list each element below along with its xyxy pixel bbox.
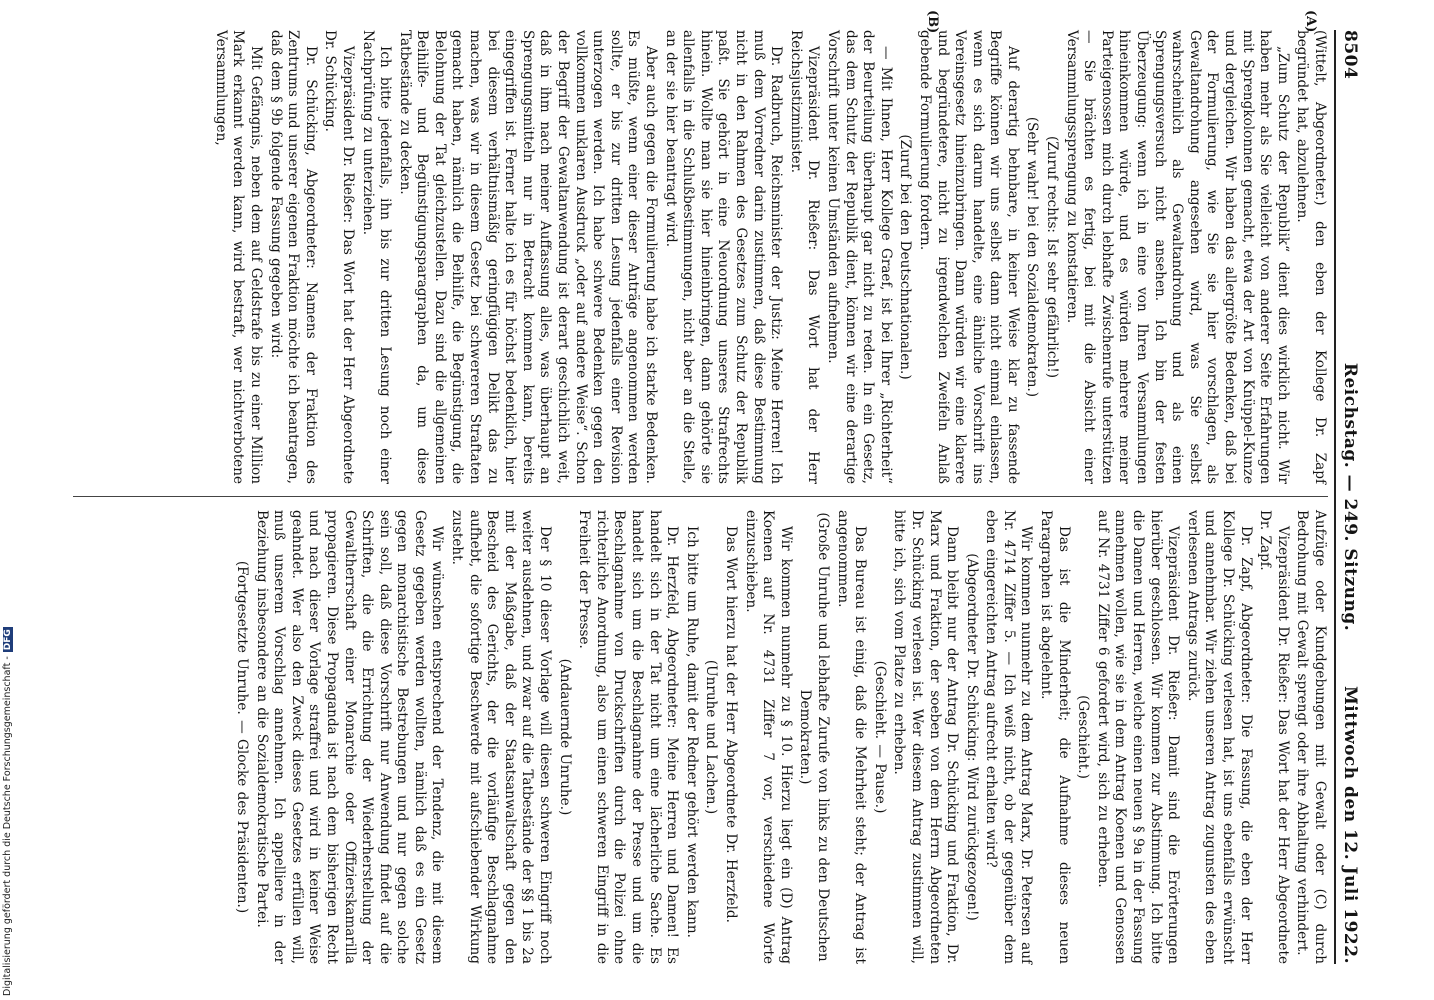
document-page [50, 12, 1370, 982]
interjection: (Abgeordneter Dr. Schücking: Wird zurückgezogen!) [963, 553, 980, 921]
paragraph: Vizepräsident Dr. Rießer: Damit sind die Erörterungen hierüber geschlossen. Wir kommen zur Abstimmung. Ich bitte die Damen und Herren, welche einen neuen § 9a in der Fassung annehmen wollen, wie sie in dem Antrag Koenen und Genossen auf Nr. 4731 Ziffer 6 gefordert wird, sich zu erheben. [1094, 510, 1182, 964]
interjection: (Zuruf bei den Deutschnationalen.) [897, 134, 914, 380]
interjection: (Fortgesetzte Unruhe. — Glocke des Präsidenten.) [233, 560, 250, 914]
paragraph: Mit Gefängnis, neben dem auf Geldstrafe bis zu einer Million Mark erkannt werden kann, wird bestraft, wer nichtverbotene Versammlungen, [212, 30, 264, 484]
paragraph: Dr. Schücking, Abgeordneter: Namens der Fraktion des Zentrums und unserer eigenen Fraktion möchte ich beantragen, daß dem § 9b folgende Fassung gegeben wird: [267, 30, 319, 484]
paragraph: Wir kommen nunmehr zu § 10. Hierzu liegt ein (D) Antrag Koenen auf Nr. 4731 Ziffer 7 vor, verschiedene Worte einzuschieben. [742, 510, 794, 964]
page-date: Mittwoch den 12. Juli 1922. [1340, 685, 1360, 964]
left-column [209, 30, 1328, 484]
speaker-line: Vizepräsident Dr. Rießer: Das Wort hat der Herr Reichsjustizminister. [787, 30, 822, 484]
paragraph: Aufzüge oder Kundgebungen mit Gewalt oder (C) durch Bedrohung mit Gewalt sprengt oder ihre Abhaltung verhindert. [1294, 510, 1328, 964]
paragraph: — Mit Ihnen, Herr Kollege Graef, ist bei Ihrer „Richterheit“ der Beurteilung überhaupt gar nicht zu reden. In ein Gesetz, das dem Schutz der Republik dient, können wir eine derartige Vorschrift unter keinen Umständen aufnehmen. [824, 30, 894, 484]
header-rule [1334, 30, 1336, 964]
paragraph: Wir kommen nunmehr zu dem Antrag Marx, Dr. Petersen auf Nr. 4714 Ziffer 5. — Ich weiß nicht, ob der gegenüber dem eben eingereichten Antrag aufrecht erhalten wird? [983, 510, 1035, 964]
page-title: Reichstag. — 249. Sitzung. [1340, 362, 1360, 632]
speaker-line: Vizepräsident Dr. Rießer: Das Wort hat der Herr Abgeordnete Dr. Zapf. [1257, 510, 1291, 964]
paragraph: Der § 10 dieser Vorlage will diesen schweren Eingriff noch weiter ausdehnen, und zwar auf die Tatbestände der §§ 1 bis 2a mit der Maßgabe, daß der Staatsanwaltschaft gegen den Bescheid des Gerichts, der die vorläufige Beschlagnahme aufhebt, die sofortige Beschwerde mit aufschiebender Wirkung zusteht. [449, 510, 554, 964]
interjection: (Unruhe und Lachen.) [703, 659, 720, 815]
digitization-credit [2, 0, 16, 996]
credit-text: Digitalisierung gefördert durch die Deutsche Forschungsgemeinschaft - [2, 656, 13, 996]
paragraph: Dr. Zapf, Abgeordneter: Die Fassung, die eben der Herr Kollege Dr. Schücking verlesen hat, ist uns ebenfalls erwünscht und annehmbar. Wir ziehen unseren Antrag zugunsten des eben verlesenen Antrags zurück. [1184, 510, 1254, 964]
paragraph: „Zum Schutz der Republik“ dient dies wirklich nicht. Wir haben mehr als Sie vielleicht von anderer Seite Erfahrungen mit Sprengkolonnen gemacht, etwa der Art von Knüppel-Kunze und dergleichen. Wir haben das allergrößte Bedenken, daß bei der Formulierung, wie Sie sie hier vorschlagen, als Gewaltandrohung angesehen wird, was Sie selbst wahrscheinlich als Gewaltandrohung und als einen Sprengungsversuch nicht ansehen. Ich bin der festen Überzeugung: wenn ich in eine von Ihren Versammlungen hineinkommen würde, und es würden mehrere meiner Parteigenossen mich durch lebhafte Zwischenrufe unterstützen — Sie brächten es fertig, bei mit die Absicht einer Versammlungssprengung zu konstatieren. [1063, 30, 1291, 484]
paragraph: Das Bureau ist einig, daß die Mehrheit steht; der Antrag ist angenommen. [834, 510, 869, 964]
interjection: (Große Unruhe und lebhafte Zurufe von links zu den Deutschen Demokraten.) [797, 512, 831, 962]
interjection: (Sehr wahr! bei den Sozialdemokraten.) [1024, 116, 1041, 398]
speaker-line: Vizepräsident Dr. Rießer: Das Wort hat der Herr Abgeordnete Dr. Schücking. [322, 30, 356, 484]
page-number: 8504 [1340, 30, 1360, 80]
paragraph: Das ist die Minderheit; die Aufnahme dieses neuen Paragraphen ist abgelehnt. [1038, 510, 1072, 964]
interjection: (Zuruf rechts: Ist sehr gefährlich!) [1044, 135, 1061, 379]
paragraph: Aber auch gegen die Formulierung habe ich starke Bedenken. Es müßte, wenn einer dieser Anträge angenommen werden sollte, er bis zur dritten Lesung jedenfalls einer Revision unterzogen werden. Ich habe schwere Bedenken gegen den vollkommen unklaren Ausdruck „oder auf andere Weise“. Schon der Begriff der Gewaltanwendung ist derart geschichlich weit, daß in ihm nach meiner Auffassung alles, was überhaupt an Sprengungsmitteln nur in Betracht kommen kann, bereits eingegriffen ist. Ferner halte ich es für höchst bedenklich, hier bei diesem verhältnismäßig geringfügigen Delikt das zu machen, was wir in diesem Gesetz bei schwereren Straftaten gemacht haben, nämlich die Beihilfe, die Begünstigung, die Belohnung der Tat gleichzustellen. Dazu sind die allgemeinen Beihilfe- und Begünstigungsparagraphen da, um diese Tatbestände zu decken. [396, 30, 660, 484]
paragraph: Dr. Herzfeld, Abgeordneter: Meine Herren und Damen! Es handelt sich in der Tat nicht um eine lächerliche Sache. Es handelt sich um die Beschlagnahme der Presse und um die Beschlagnahme von Druckschriften durch die Polizei ohne richterliche Anordnung, also um einen schweren Eingriff in die Freiheit der Presse. [576, 510, 681, 964]
paragraph: Wir wünschen entsprechend der Tendenz, die mit diesem Gesetz gegeben werden wollten, nämlich daß es ein Gesetz gegen monarchistische Bestrebungen und nur gegen solche sein soll, daß diese Vorschrift nur Anwendung findet auf die Schriften, die die Errichtung der Wiederherstellung der Gewaltherrschaft einer Monarchie oder Offizierskamarilla propagieren. Diese Propaganda ist nach dem bisherigen Recht und nach dieser Vorlage straffrei und wird in keiner Weise geahndet. Wer also den Zweck dieses Gesetzes erfüllen will, muß unserem Vorschlag annehmen. Ich appelliere in der Beziehung insbesondere an die Sozialdemokratische Partei. [253, 510, 446, 964]
margin-marker-b: (B) [925, 10, 940, 34]
interjection: (Andauernde Unruhe.) [556, 658, 573, 816]
paragraph: Dr. Radbruch, Reichsminister der Justiz: Meine Herren! Ich muß dem Vorredner darin zustimmen, daß diese Bestimmung nicht in den Rahmen des Gesetzes zum Schutz der Republik paßt. Sie gehört in eine Neuordnung unseres Strafrechts hinein. Wollte man sie hier hineinbringen, dann gehörte sie allenfalls in die Schlußbestimmungen, nicht aber an die Stelle, an der sie hier beantragt wird. [662, 30, 785, 484]
paragraph: Ich bitte jedenfalls, ihn bis zur dritten Lesung noch einer Nachprüfung zu unterziehen. [359, 30, 394, 484]
page-header [1336, 30, 1362, 964]
paragraph: Ich bitte um Ruhe, damit der Redner gehört werden kann. [683, 526, 700, 938]
interjection: (Geschieht. — Pause.) [871, 660, 888, 814]
paragraph: Dann bleibt nur der Antrag Dr. Schücking und Fraktion, Dr. Marx und Fraktion, der soeben von dem Herrn Abgeordneten Dr. Schücking verlesen ist. Wer diesem Antrag zustimmen will, bitte ich, sich vom Platze zu erheben. [891, 510, 961, 964]
column-separator [73, 496, 1328, 497]
margin-marker-a: (A) [1303, 10, 1318, 33]
dfg-logo: DFG [3, 629, 13, 651]
speaker-line: Das Wort hierzu hat der Herr Abgeordnete Dr. Herzfeld. [723, 526, 739, 923]
interjection: (Geschieht.) [1075, 695, 1092, 779]
right-column [230, 510, 1328, 964]
paragraph: Auf derartig behnbare, in keiner Weise klar zu fassende Begriffe können wir uns selbst dann nicht einmal einlassen, wenn es sich darum handelte, eine ähnliche Vorschrift ins Vereinsgesetz hineinzubringen. Dann würden wir eine klarere und begründetere, nicht zu irgendwelchen Zweifeln Anlaß gebende Formulierung fordern. [916, 30, 1021, 484]
paragraph: (Wittelt, Abgeordneter.) den eben der Kollege Dr. Zapf begründet hat, abzulehnen. [1294, 30, 1328, 484]
